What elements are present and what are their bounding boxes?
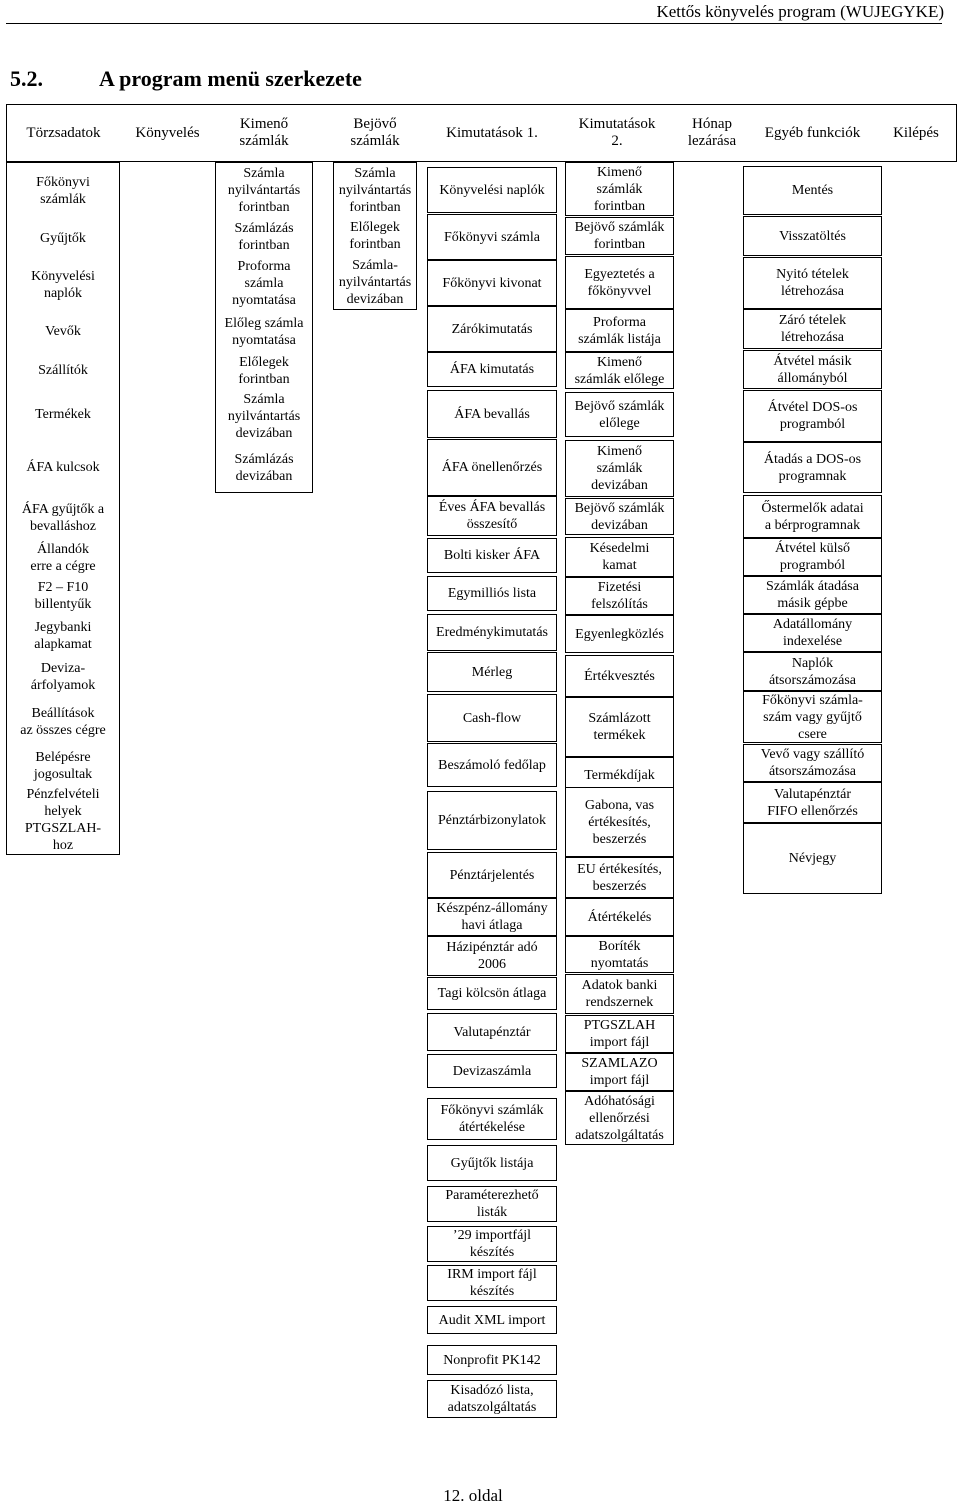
bejovo-szamlak-item[interactable]: Előlegek forintban — [349, 220, 401, 252]
kimutatasok-2-item[interactable]: Fizetési felszólítás — [565, 577, 674, 615]
kimeno-szamlak-submenu — [215, 162, 313, 493]
section-number: 5.2. — [10, 66, 43, 91]
kimutatasok-1-item[interactable]: Készpénz-állomány havi átlaga — [427, 898, 557, 936]
torzsadatok-item[interactable]: ÁFA kulcsok — [26, 460, 100, 475]
kimutatasok-1-item[interactable]: IRM import fájl készítés — [427, 1265, 557, 1301]
torzsadatok-item[interactable]: ÁFA gyűjtők a bevalláshoz — [21, 502, 105, 534]
egyeb-funkciok-item[interactable]: Átadás a DOS-os programnak — [743, 442, 882, 493]
kimutatasok-1-item[interactable]: Könyvelési naplók — [427, 167, 557, 213]
kimutatasok-2-item[interactable]: Egyeztetés a főkönyvvel — [565, 256, 674, 309]
kimeno-szamlak-item[interactable]: Számlázás devizában — [234, 452, 294, 484]
kimutatasok-2-item[interactable]: Bejövő számlák devizában — [565, 498, 674, 535]
kimutatasok-2-item[interactable]: Számlázott termékek — [565, 697, 674, 757]
kimutatasok-2-item[interactable]: Kimenő számlák devizában — [565, 440, 674, 497]
kimutatasok-1-item[interactable]: Cash-flow — [427, 694, 557, 742]
kimutatasok-1-item[interactable]: ÁFA önellenőrzés — [427, 439, 557, 496]
kimutatasok-1-item[interactable]: Eredménykimutatás — [427, 614, 557, 651]
torzsadatok-item[interactable]: Gyűjtők — [40, 230, 86, 246]
egyeb-funkciok-item[interactable]: Adatállomány indexelése — [743, 614, 882, 652]
kimutatasok-2-item[interactable]: Adatok banki rendszernek — [565, 974, 674, 1014]
kimutatasok-1-item[interactable]: Egymilliós lista — [427, 576, 557, 611]
egyeb-funkciok-item[interactable]: Átvétel külső programból — [743, 538, 882, 576]
torzsadatok-item[interactable]: Főkönyvi számlák — [36, 175, 90, 207]
kimutatasok-2-item[interactable]: PTGSZLAH import fájl — [565, 1015, 674, 1053]
torzsadatok-item[interactable]: Belépésre jogosultak — [33, 750, 93, 782]
torzsadatok-item[interactable]: Termékek — [35, 406, 91, 422]
kimutatasok-2-item[interactable]: Értékvesztés — [565, 655, 674, 697]
torzsadatok-item[interactable]: Deviza- árfolyamok — [30, 661, 96, 693]
egyeb-funkciok-item[interactable]: Őstermelők adatai a bérprogramnak — [743, 495, 882, 538]
kimeno-szamlak-item[interactable]: Előleg számla nyomtatása — [224, 315, 304, 348]
kimutatasok-1-item[interactable]: ÁFA kimutatás — [427, 352, 557, 387]
egyeb-funkciok-item[interactable]: Visszatöltés — [743, 216, 882, 256]
kimutatasok-2-item[interactable]: Kimenő számlák előlege — [565, 352, 674, 389]
menu-item-honap-lezarasa[interactable]: Hónap lezárása — [687, 116, 737, 149]
kimutatasok-2-item[interactable]: Egyenlegközlés — [565, 615, 674, 653]
bejovo-szamlak-item[interactable]: Számla nyilvántartás forintban — [338, 166, 412, 215]
menu-item-kimeno-szamlak[interactable]: Kimenő számlák — [239, 116, 289, 149]
menu-item-egyeb-funkciok[interactable]: Egyéb funkciók — [764, 124, 861, 141]
header-rule — [6, 23, 942, 24]
menu-item-konyveles[interactable]: Könyvelés — [135, 124, 200, 141]
torzsadatok-item[interactable]: Könyvelési naplók — [31, 269, 95, 301]
menu-item-kilepes[interactable]: Kilépés — [893, 124, 939, 141]
torzsadatok-item[interactable]: Szállítók — [38, 363, 88, 378]
kimeno-szamlak-item[interactable]: Számla nyilvántartás forintban — [227, 166, 301, 215]
egyeb-funkciok-item[interactable]: Átvétel DOS-os programból — [743, 390, 882, 442]
kimutatasok-1-item[interactable]: Devizaszámla — [427, 1054, 557, 1088]
kimutatasok-2-item[interactable]: Bejövő számlák forintban — [565, 217, 674, 255]
menu-item-kimutatasok-2[interactable]: Kimutatások 2. — [578, 116, 656, 149]
kimutatasok-2-item[interactable]: Proforma számlák listája — [565, 309, 674, 352]
page-header: Kettős könyvelés program (WUJEGYKE) — [656, 2, 944, 21]
kimutatasok-2-item[interactable]: Átértékelés — [565, 898, 674, 936]
kimutatasok-2-item[interactable]: Késedelmi kamat — [565, 537, 674, 577]
kimutatasok-1-item[interactable]: Nonprofit PK142 — [427, 1345, 557, 1375]
egyeb-funkciok-item[interactable]: Záró tételek létrehozása — [743, 309, 882, 349]
kimeno-szamlak-item[interactable]: Előlegek forintban — [238, 354, 290, 387]
kimutatasok-1-item[interactable]: ÁFA bevallás — [427, 390, 557, 438]
torzsadatok-item[interactable]: Állandók erre a cégre — [30, 542, 96, 574]
kimutatasok-1-item[interactable]: ’29 importfájl készítés — [427, 1226, 557, 1262]
torzsadatok-item[interactable]: Pénzfelvételi helyek PTGSZLAH- hoz — [24, 787, 102, 853]
kimutatasok-1-item[interactable]: Bolti kisker ÁFA — [427, 538, 557, 573]
kimutatasok-1-item[interactable]: Beszámoló fedőlap — [427, 743, 557, 787]
kimutatasok-1-item[interactable]: Paraméterezhető listák — [427, 1186, 557, 1222]
egyeb-funkciok-item[interactable]: Névjegy — [743, 823, 882, 894]
torzsadatok-item[interactable]: Beállítások az összes cégre — [20, 705, 106, 738]
torzsadatok-item[interactable]: F2 – F10 billentyűk — [34, 580, 92, 612]
kimutatasok-1-item[interactable]: Főkönyvi számlák átértékelése — [427, 1098, 557, 1140]
kimutatasok-1-item[interactable]: Házipénztár adó 2006 — [427, 936, 557, 976]
kimutatasok-1-item[interactable]: Kisadózó lista, adatszolgáltatás — [427, 1380, 557, 1418]
menu-item-torzsadatok[interactable]: Törzsadatok — [26, 124, 101, 141]
kimutatasok-2-item[interactable]: Gabona, vas értékesítés, beszerzés — [565, 787, 674, 857]
kimeno-szamlak-item[interactable]: Proforma számla nyomtatása — [232, 259, 296, 308]
kimutatasok-2-item[interactable]: Termékdíjak — [565, 757, 674, 794]
egyeb-funkciok-item[interactable]: Valutapénztár FIFO ellenőrzés — [743, 782, 882, 823]
kimutatasok-1-item[interactable]: Pénztárbizonylatok — [427, 791, 557, 850]
kimutatasok-1-item[interactable]: Pénztárjelentés — [427, 852, 557, 898]
page-number: 12. oldal — [443, 1486, 503, 1505]
kimutatasok-1-item[interactable]: Mérleg — [427, 652, 557, 692]
egyeb-funkciok-item[interactable]: Mentés — [743, 166, 882, 215]
torzsadatok-item[interactable]: Vevők — [45, 324, 81, 339]
kimutatasok-1-item[interactable]: Valutapénztár — [427, 1013, 557, 1051]
kimeno-szamlak-item[interactable]: Számlázás forintban — [234, 220, 294, 253]
kimeno-szamlak-item[interactable]: Számla nyilvántartás devizában — [227, 391, 301, 441]
egyeb-funkciok-item[interactable]: Naplók átsorszámozása — [743, 652, 882, 691]
kimutatasok-2-item[interactable]: EU értékesítés, beszerzés — [565, 857, 674, 898]
torzsadatok-submenu — [6, 162, 120, 855]
kimutatasok-2-item[interactable]: SZAMLAZO import fájl — [565, 1053, 674, 1091]
kimutatasok-1-item[interactable]: Tagi kölcsön átlaga — [427, 977, 557, 1010]
egyeb-funkciok-item[interactable]: Vevő vagy szállító átsorszámozása — [743, 744, 882, 782]
menu-item-bejovo-szamlak[interactable]: Bejövő számlák — [350, 116, 400, 149]
section-title: A program menü szerkezete — [99, 66, 362, 91]
kimutatasok-1-item[interactable]: Gyűjtők listája — [427, 1145, 557, 1181]
torzsadatok-item[interactable]: Jegybanki alapkamat — [34, 619, 92, 652]
kimutatasok-1-item[interactable]: Főkönyvi kivonat — [427, 260, 557, 306]
kimutatasok-1-item[interactable]: Éves ÁFA bevallás összesítő — [427, 496, 557, 536]
egyeb-funkciok-item[interactable]: Számlák átadása másik gépbe — [743, 576, 882, 614]
kimutatasok-1-item[interactable]: Audit XML import — [427, 1306, 557, 1334]
kimutatasok-2-item[interactable]: Boríték nyomtatás — [565, 936, 674, 973]
egyeb-funkciok-item[interactable]: Főkönyvi számla- szám vagy gyűjtő csere — [743, 691, 882, 743]
egyeb-funkciok-item[interactable]: Nyitó tételek létrehozása — [743, 257, 882, 309]
kimutatasok-2-item[interactable]: Bejövő számlák előlege — [565, 392, 674, 437]
kimutatasok-2-item[interactable]: Adóhatósági ellenőrzési adatszolgáltatás — [565, 1091, 674, 1145]
bejovo-szamlak-submenu — [333, 162, 417, 310]
kimutatasok-1-item[interactable]: Zárókimutatás — [427, 306, 557, 352]
section-heading — [10, 66, 362, 92]
bejovo-szamlak-item[interactable]: Számla- nyilvántartás devizában — [338, 257, 412, 307]
kimutatasok-2-item[interactable]: Kimenő számlák forintban — [565, 162, 674, 216]
kimutatasok-1-item[interactable]: Főkönyvi számla — [427, 214, 557, 260]
egyeb-funkciok-item[interactable]: Átvétel másik állományból — [743, 350, 882, 389]
menu-item-kimutatasok-1[interactable]: Kimutatások 1. — [446, 124, 538, 141]
